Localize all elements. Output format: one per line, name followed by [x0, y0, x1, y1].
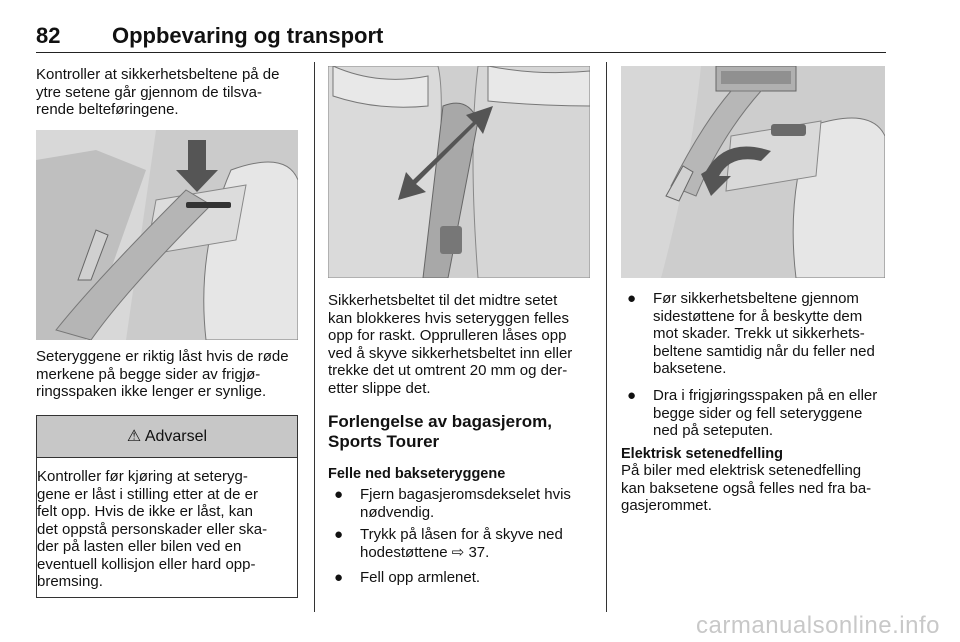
column-divider-1 [314, 62, 315, 612]
figure-release-lever [621, 66, 885, 278]
intro-paragraph: Kontroller at sikkerhetsbeltene på de ytre setene går gjennom de tilsva- rende belteføringene. [36, 66, 280, 118]
watermark: carmanualsonline.info [696, 612, 940, 639]
center-belt-paragraph: Sikkerhetsbeltet til det midtre setet kan blokkeres hvis seteryggen felles opp for raskt. Opprulleren låses opp ved å skyve sikkerhetsbeltet inn eller trekke det ut omtrent 20 mm og der- etter slippe det. [328, 292, 573, 397]
page-number: 82 [36, 23, 61, 48]
column-divider-2 [606, 62, 607, 612]
section-heading: Forlengelse av bagasjerom, Sports Tourer [328, 412, 552, 451]
figure-caption: Seteryggene er riktig låst hvis de røde merkene på begge sider av frigjø- ringsspaken ikke lenger er synlige. [36, 348, 289, 400]
bullet-marker: ● [334, 486, 344, 503]
bullet-marker: ● [627, 387, 637, 404]
figure-center-belt [328, 66, 590, 278]
subheading-electric-fold: Elektrisk setenedfelling [621, 446, 783, 462]
warning-header [37, 416, 297, 458]
warning-title: Advarsel [144, 428, 208, 445]
warning-text: Kontroller før kjøring at seteryg- gene er låst i stilling etter at de er felt opp. Hvis de ikke er låst, kan det oppstå personskader eller ska- der på lasten eller bilen ved en eventuell kollisjon eller hard opp- bremsing. [37, 468, 268, 590]
bullet-marker: ● [334, 526, 344, 543]
warning-box [36, 415, 298, 598]
page-header [36, 18, 886, 53]
electric-fold-paragraph: På biler med elektrisk setenedfelling kan baksetene også felles ned fra ba- gasjerommet. [621, 462, 872, 514]
bullet-marker: ● [334, 569, 344, 586]
warning-icon: ⚠ [126, 428, 142, 445]
chapter-title: Oppbevaring og transport [112, 23, 384, 48]
figure-seatbelt-guide [36, 130, 298, 340]
bullet-marker: ● [627, 290, 637, 307]
subheading-fold-seats: Felle ned bakseteryggene [328, 466, 506, 482]
